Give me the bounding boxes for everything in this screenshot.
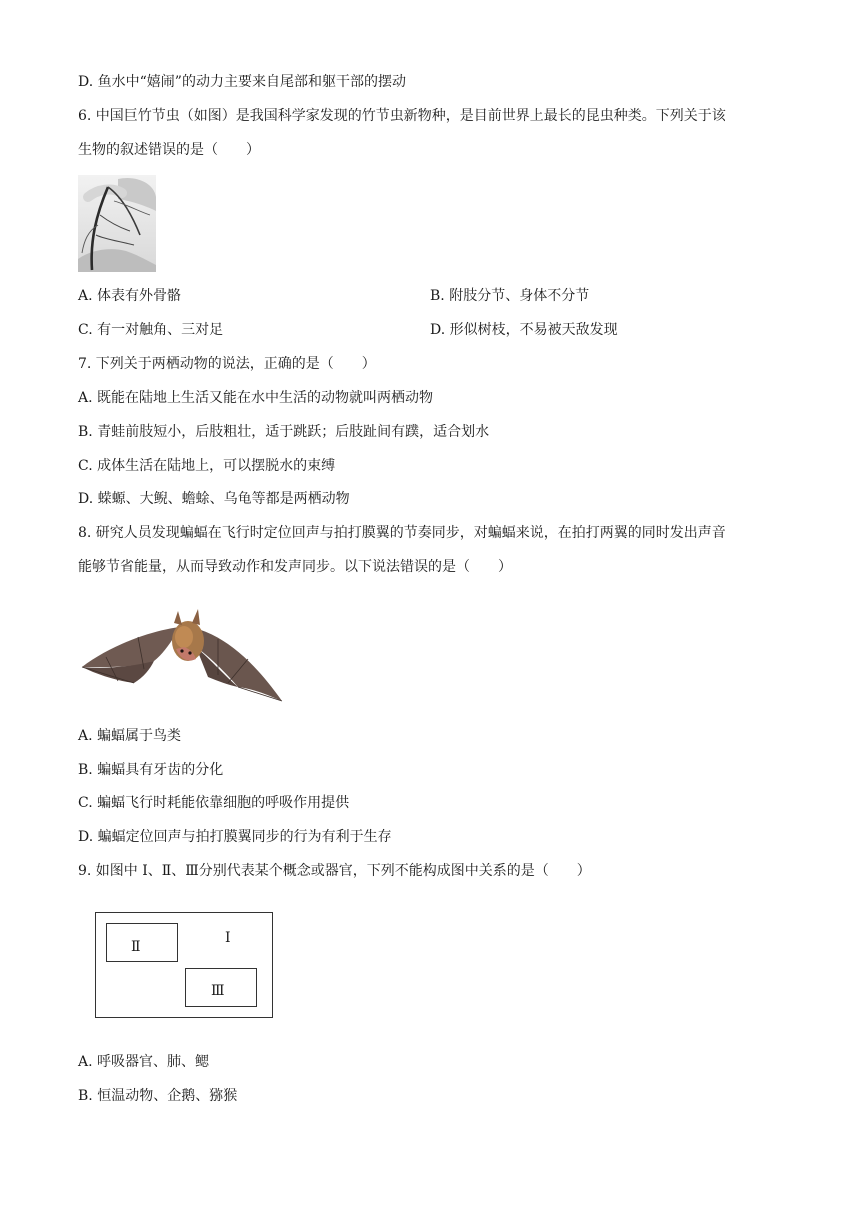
q7-option-b: B. 青蛙前肢短小，后肢粗壮，适于跳跃；后肢趾间有蹼，适合划水 — [78, 424, 490, 440]
q8-option-a: A. 蝙蝠属于鸟类 — [78, 728, 182, 744]
q6-stem-line2: 生物的叙述错误的是（ ） — [78, 142, 260, 158]
stick-insect-photo — [78, 175, 156, 272]
q7-option-c: C. 成体生活在陆地上，可以摆脱水的束缚 — [78, 458, 336, 474]
q7-option-a: A. 既能在陆地上生活又能在水中生活的动物就叫两栖动物 — [78, 390, 434, 406]
inner-box-II — [106, 923, 178, 962]
q9-option-b: B. 恒温动物、企鹅、猕猴 — [78, 1088, 238, 1104]
q8-stem-line2: 能够节省能量，从而导致动作和发声同步。以下说法错误的是（ ） — [78, 559, 512, 575]
bat-photo — [78, 597, 286, 710]
q6-stem-line1: 6. 中国巨竹节虫（如图）是我国科学家发现的竹节虫新物种，是目前世界上最长的昆虫种类。下列关于该 — [78, 108, 726, 124]
q6-option-d: D. 形似树枝，不易被天敌发现 — [430, 322, 618, 338]
q7-option-d: D. 蝾螈、大鲵、蟾蜍、乌龟等都是两栖动物 — [78, 491, 350, 507]
label-II: Ⅱ — [131, 939, 141, 955]
q8-option-d: D. 蝙蝠定位回声与拍打膜翼同步的行为有利于生存 — [78, 829, 392, 845]
q8-stem-line1: 8. 研究人员发现蝙蝠在飞行时定位回声与拍打膜翼的节奏同步，对蝙蝠来说，在拍打两翼的同时发出声音 — [78, 525, 726, 541]
q6-option-a: A. 体表有外骨骼 — [78, 288, 182, 304]
concept-diagram — [95, 912, 273, 1018]
q9-stem: 9. 如图中 I、Ⅱ、Ⅲ分别代表某个概念或器官，下列不能构成图中关系的是（ ） — [78, 863, 591, 879]
q6-option-b: B. 附肢分节、身体不分节 — [430, 288, 590, 304]
label-I: I — [225, 930, 231, 946]
q8-option-b: B. 蝙蝠具有牙齿的分化 — [78, 762, 224, 778]
q6-option-c: C. 有一对触角、三对足 — [78, 322, 224, 338]
q5-option-d: D. 鱼水中“嬉闹”的动力主要来自尾部和躯干部的摆动 — [78, 74, 406, 90]
q8-option-c: C. 蝙蝠飞行时耗能依靠细胞的呼吸作用提供 — [78, 795, 350, 811]
q9-option-a: A. 呼吸器官、肺、鳃 — [78, 1054, 210, 1070]
label-III: Ⅲ — [211, 983, 225, 999]
q7-stem: 7. 下列关于两栖动物的说法，正确的是（ ） — [78, 356, 376, 372]
